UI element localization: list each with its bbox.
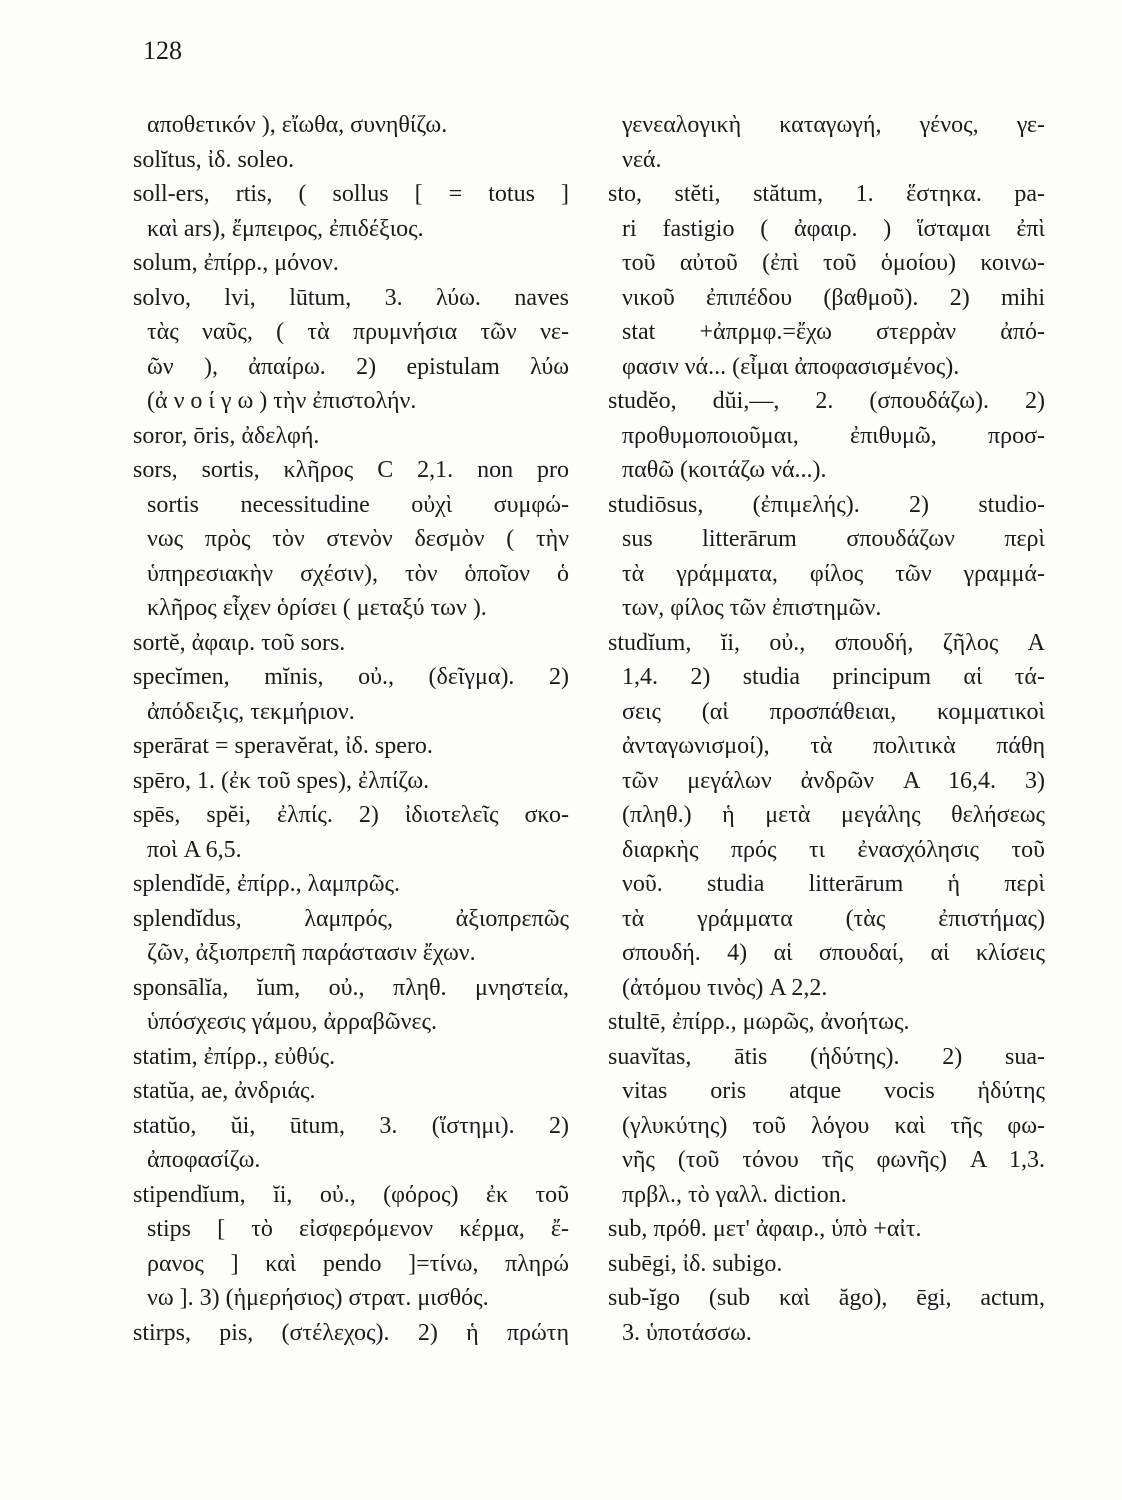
dictionary-entry: [133, 660, 569, 729]
entry-line: ἀπόδειξις, τεκμήριον.: [147, 698, 355, 725]
right-column: [608, 108, 1045, 1350]
dictionary-entry: [608, 108, 1045, 177]
dictionary-entry: [133, 1109, 569, 1178]
dictionary-entry: [133, 867, 569, 902]
dictionary-entry: [133, 764, 569, 799]
entry-line: των, φίλος τῶν ἐπιστημῶν.: [622, 595, 882, 621]
entry-line: ἀποφασίζω.: [147, 1147, 261, 1173]
entry-line: πρβλ., τὸ γαλλ. diction.: [622, 1181, 847, 1208]
entry-line: (γλυκύτης) τοῦ λόγου καὶ τῆς φω-: [622, 1112, 1045, 1139]
entry-line: προθυμοποιοῦμαι, ἐπιθυμῶ, προσ-: [622, 422, 1045, 449]
dictionary-entry: [133, 419, 569, 454]
dictionary-entry: [133, 453, 569, 626]
dictionary-entry: [608, 488, 1045, 626]
entry-headline: statŭa, ae, ἀνδριάς.: [133, 1078, 316, 1104]
dictionary-entry: [608, 1247, 1045, 1282]
entry-headline: sors, sortis, κλῆρος C 2,1. non pro: [133, 457, 569, 483]
entry-headline: sto, stĕti, stătum, 1. ἕστηκα. pa-: [608, 181, 1045, 207]
entry-headline: sub-ĭgo (sub καὶ ăgo), ēgi, actum,: [608, 1285, 1045, 1311]
entry-line: καὶ ars), ἔμπειρος, ἐπιδέξιος.: [147, 215, 424, 242]
entry-headline: stirps, pis, (στέλεχος). 2) ἡ πρώτη: [133, 1319, 569, 1346]
entry-headline: splendĭdus, λαμπρός, ἀξιοπρεπῶς: [133, 905, 569, 932]
entry-line: ἀνταγωνισμοί), τὰ πολιτικὰ πάθη: [622, 733, 1045, 759]
entry-line: stat +ἀπρμφ.=ἔχω στερρὰν ἀπό-: [622, 319, 1045, 345]
dictionary-entry: [133, 143, 569, 178]
entry-headline: studĭum, ĭi, οὐ., σπουδή, ζῆλος A: [608, 629, 1045, 656]
entry-line: σεις (αἱ προσπάθειαι, κομματικοὶ: [622, 698, 1045, 725]
entry-line: τὰ γράμματα, φίλος τῶν γραμμά-: [622, 560, 1045, 587]
dictionary-entry: [133, 177, 569, 246]
dictionary-entry: [608, 626, 1045, 1006]
entry-line: νεά.: [622, 146, 662, 173]
entry-headline: sperārat = speravĕrat, ἰδ. spero.: [133, 733, 433, 759]
entry-line: (ἀτόμου τινὸς) A 2,2.: [622, 974, 828, 1001]
dictionary-entry: [133, 1074, 569, 1109]
entry-line: αποθετικόν ), εἴωθα, συνηθίζω.: [147, 112, 448, 138]
entry-line: παθῶ (κοιτάζω νά...).: [622, 457, 827, 483]
entry-headline: studiōsus, (ἐπιμελής). 2) studio-: [608, 491, 1045, 518]
entry-line: νοῦ. studia litterārum ἡ περὶ: [622, 871, 1045, 897]
entry-headline: solĭtus, ἰδ. soleo.: [133, 146, 295, 173]
dictionary-entry: [133, 971, 569, 1040]
entry-headline: soll-ers, rtis, ( sollus [ = totus ]: [133, 181, 569, 207]
entry-headline: sortĕ, ἀφαιρ. τοῦ sors.: [133, 629, 346, 656]
entry-line: τὰς ναῦς, ( τὰ πρυμνήσια τῶν νε-: [147, 319, 569, 345]
dictionary-entry: [133, 246, 569, 281]
entry-line: νω ]. 3) (ἡμερήσιος) στρατ. μισθός.: [147, 1285, 489, 1311]
entry-headline: stipendĭum, ĭi, οὐ., (φόρος) ἐκ τοῦ: [133, 1181, 569, 1208]
entry-headline: stultē, ἐπίρρ., μωρῶς, ἀνοήτως.: [608, 1009, 910, 1035]
entry-line: ri fastigio ( ἀφαιρ. ) ἵσταμαι ἐπὶ: [622, 215, 1045, 242]
entry-headline: statim, ἐπίρρ., εὐθύς.: [133, 1043, 336, 1070]
dictionary-entry: [133, 798, 569, 867]
entry-line: κλῆρος εἶχεν ὁρίσει ( μεταξύ των ).: [147, 595, 487, 621]
dictionary-entry: [133, 902, 569, 971]
dictionary-entry: [133, 1040, 569, 1075]
entry-line: ῶν ), ἀπαίρω. 2) epistulam λύω: [147, 353, 569, 380]
entry-line: διαρκὴς πρός τι ἐνασχόλησις τοῦ: [622, 836, 1045, 863]
entry-line: γενεαλογικὴ καταγωγή, γένος, γε-: [622, 112, 1045, 138]
entry-line: νικοῦ ἐπιπέδου (βαθμοῦ). 2) mihi: [622, 284, 1045, 311]
dictionary-entry: [608, 1212, 1045, 1247]
entry-line: νως πρὸς τὸν στενὸν δεσμὸν ( τὴν: [147, 526, 569, 552]
dictionary-entry: [608, 1005, 1045, 1040]
entry-headline: soror, ōris, ἀδελφή.: [133, 422, 320, 449]
entry-line: (ἀ ν ο ί γ ω ) τὴν ἐπιστολήν.: [147, 388, 417, 414]
page-number: 128: [143, 36, 182, 65]
entry-line: σπουδή. 4) αἱ σπουδαί, αἱ κλίσεις: [622, 940, 1045, 966]
entry-line: sus litterārum σπουδάζων περὶ: [622, 526, 1045, 552]
entry-headline: suavĭtas, ātis (ἡδύτης). 2) sua-: [608, 1043, 1045, 1070]
dictionary-entry: [133, 1178, 569, 1316]
entry-line: ζῶν, ἀξιοπρεπῆ παράστασιν ἔχων.: [147, 940, 476, 966]
entry-headline: statŭo, ŭi, ūtum, 3. (ἵστημι). 2): [133, 1112, 569, 1139]
entry-line: φασιν νά... (εἶμαι ἀποφασισμένος).: [622, 353, 960, 380]
entry-line: ὑπηρεσιακὴν σχέσιν), τὸν ὁποῖον ὁ: [147, 560, 569, 587]
entry-headline: sub, πρόθ. μετ' ἀφαιρ., ὑπὸ +αἰτ.: [608, 1216, 922, 1242]
entry-headline: subēgi, ἰδ. subigo.: [608, 1250, 783, 1277]
dictionary-entry: [133, 108, 569, 143]
dictionary-entry: [133, 729, 569, 764]
left-column: [133, 108, 569, 1350]
entry-line: sortis necessitudine οὐχὶ συμφώ-: [147, 491, 569, 518]
entry-line: τῶν μεγάλων ἀνδρῶν A 16,4. 3): [622, 767, 1045, 794]
entry-headline: solvo, lvi, lūtum, 3. λύω. naves: [133, 284, 569, 311]
entry-line: ὑπόσχεσις γάμου, ἀρραβῶνες.: [147, 1009, 438, 1035]
entry-line: 1,4. 2) studia principum αἱ τά-: [622, 664, 1045, 690]
dictionary-entry: [133, 1316, 569, 1351]
entry-headline: splendĭdē, ἐπίρρ., λαμπρῶς.: [133, 871, 401, 897]
entry-headline: studĕo, dŭi,—, 2. (σπουδάζω). 2): [608, 388, 1045, 414]
dictionary-entry: [608, 177, 1045, 384]
dictionary-entry: [608, 384, 1045, 488]
entry-line: ρανος ] καὶ pendo ]=τίνω, πληρώ: [147, 1250, 569, 1277]
dictionary-entry: [608, 1040, 1045, 1213]
entry-line: νῆς (τοῦ τόνου τῆς φωνῆς) A 1,3.: [622, 1147, 1045, 1173]
entry-headline: solum, ἐπίρρ., μόνον.: [133, 250, 339, 276]
dictionary-entry: [133, 281, 569, 419]
entry-line: ποὶ A 6,5.: [147, 836, 242, 863]
entry-line: 3. ὑποτάσσω.: [622, 1319, 752, 1346]
entry-line: vitas oris atque vocis ἡδύτης: [622, 1078, 1045, 1104]
entry-headline: spēs, spĕi, ἐλπίς. 2) ἰδιοτελεῖς σκο-: [133, 802, 569, 828]
entry-line: (πληθ.) ἡ μετὰ μεγάλης θελήσεως: [622, 802, 1045, 828]
dictionary-entry: [133, 626, 569, 661]
entry-line: τὰ γράμματα (τὰς ἐπιστήμας): [622, 905, 1045, 932]
entry-headline: spēro, 1. (ἐκ τοῦ spes), ἐλπίζω.: [133, 767, 430, 794]
entry-line: stips [ τὸ εἰσφερόμενον κέρμα, ἔ-: [147, 1216, 569, 1242]
entry-headline: specĭmen, mĭnis, οὐ., (δεῖγμα). 2): [133, 664, 569, 690]
dictionary-entry: [608, 1281, 1045, 1350]
entry-line: τοῦ αὐτοῦ (ἐπὶ τοῦ ὁμοίου) κοινω-: [622, 250, 1045, 276]
entry-headline: sponsālĭa, ĭum, οὐ., πληθ. μνηστεία,: [133, 974, 569, 1001]
